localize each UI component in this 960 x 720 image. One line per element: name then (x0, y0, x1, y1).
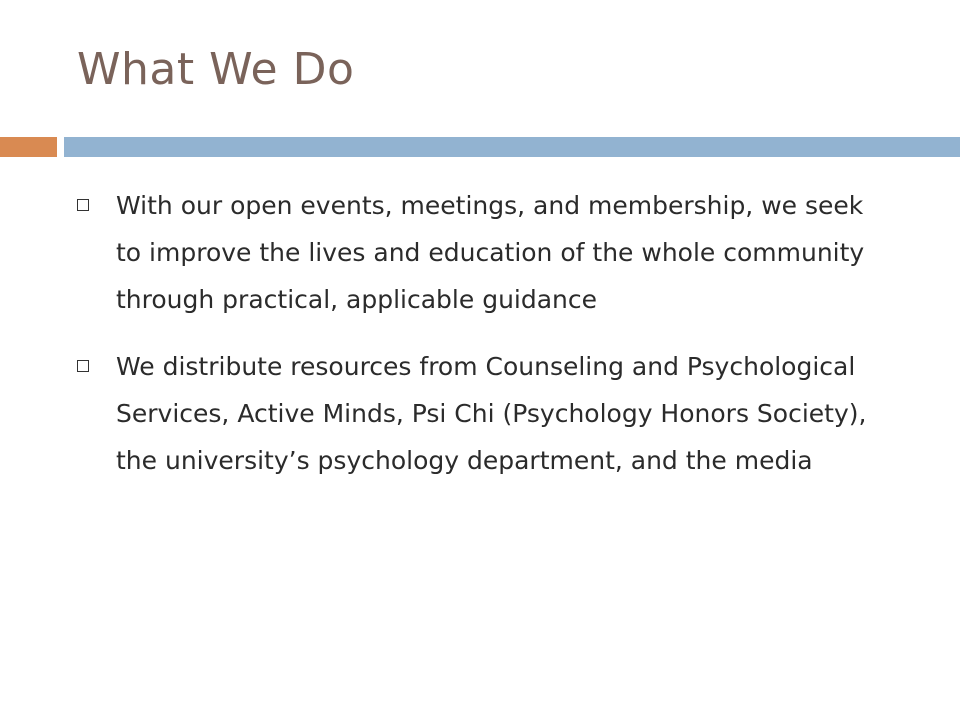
title-rule-accent (0, 137, 57, 157)
bullet-item (77, 343, 877, 484)
bullet-item (77, 182, 877, 323)
bullet-text: With our open events, meetings, and membership, we seek to improve the lives and education of the whole community through practical, applicable guidance (116, 191, 865, 314)
bullet-text: We distribute resources from Counseling and Psychological Services, Active Minds, Psi Chi (Psychology Honors Society), the university’s psychology department, and the media (116, 352, 867, 475)
slide-title: What We Do (77, 44, 355, 95)
bullet-list (77, 182, 877, 504)
square-bullet-icon (77, 360, 89, 372)
title-rule-main (64, 137, 960, 157)
square-bullet-icon (77, 199, 89, 211)
